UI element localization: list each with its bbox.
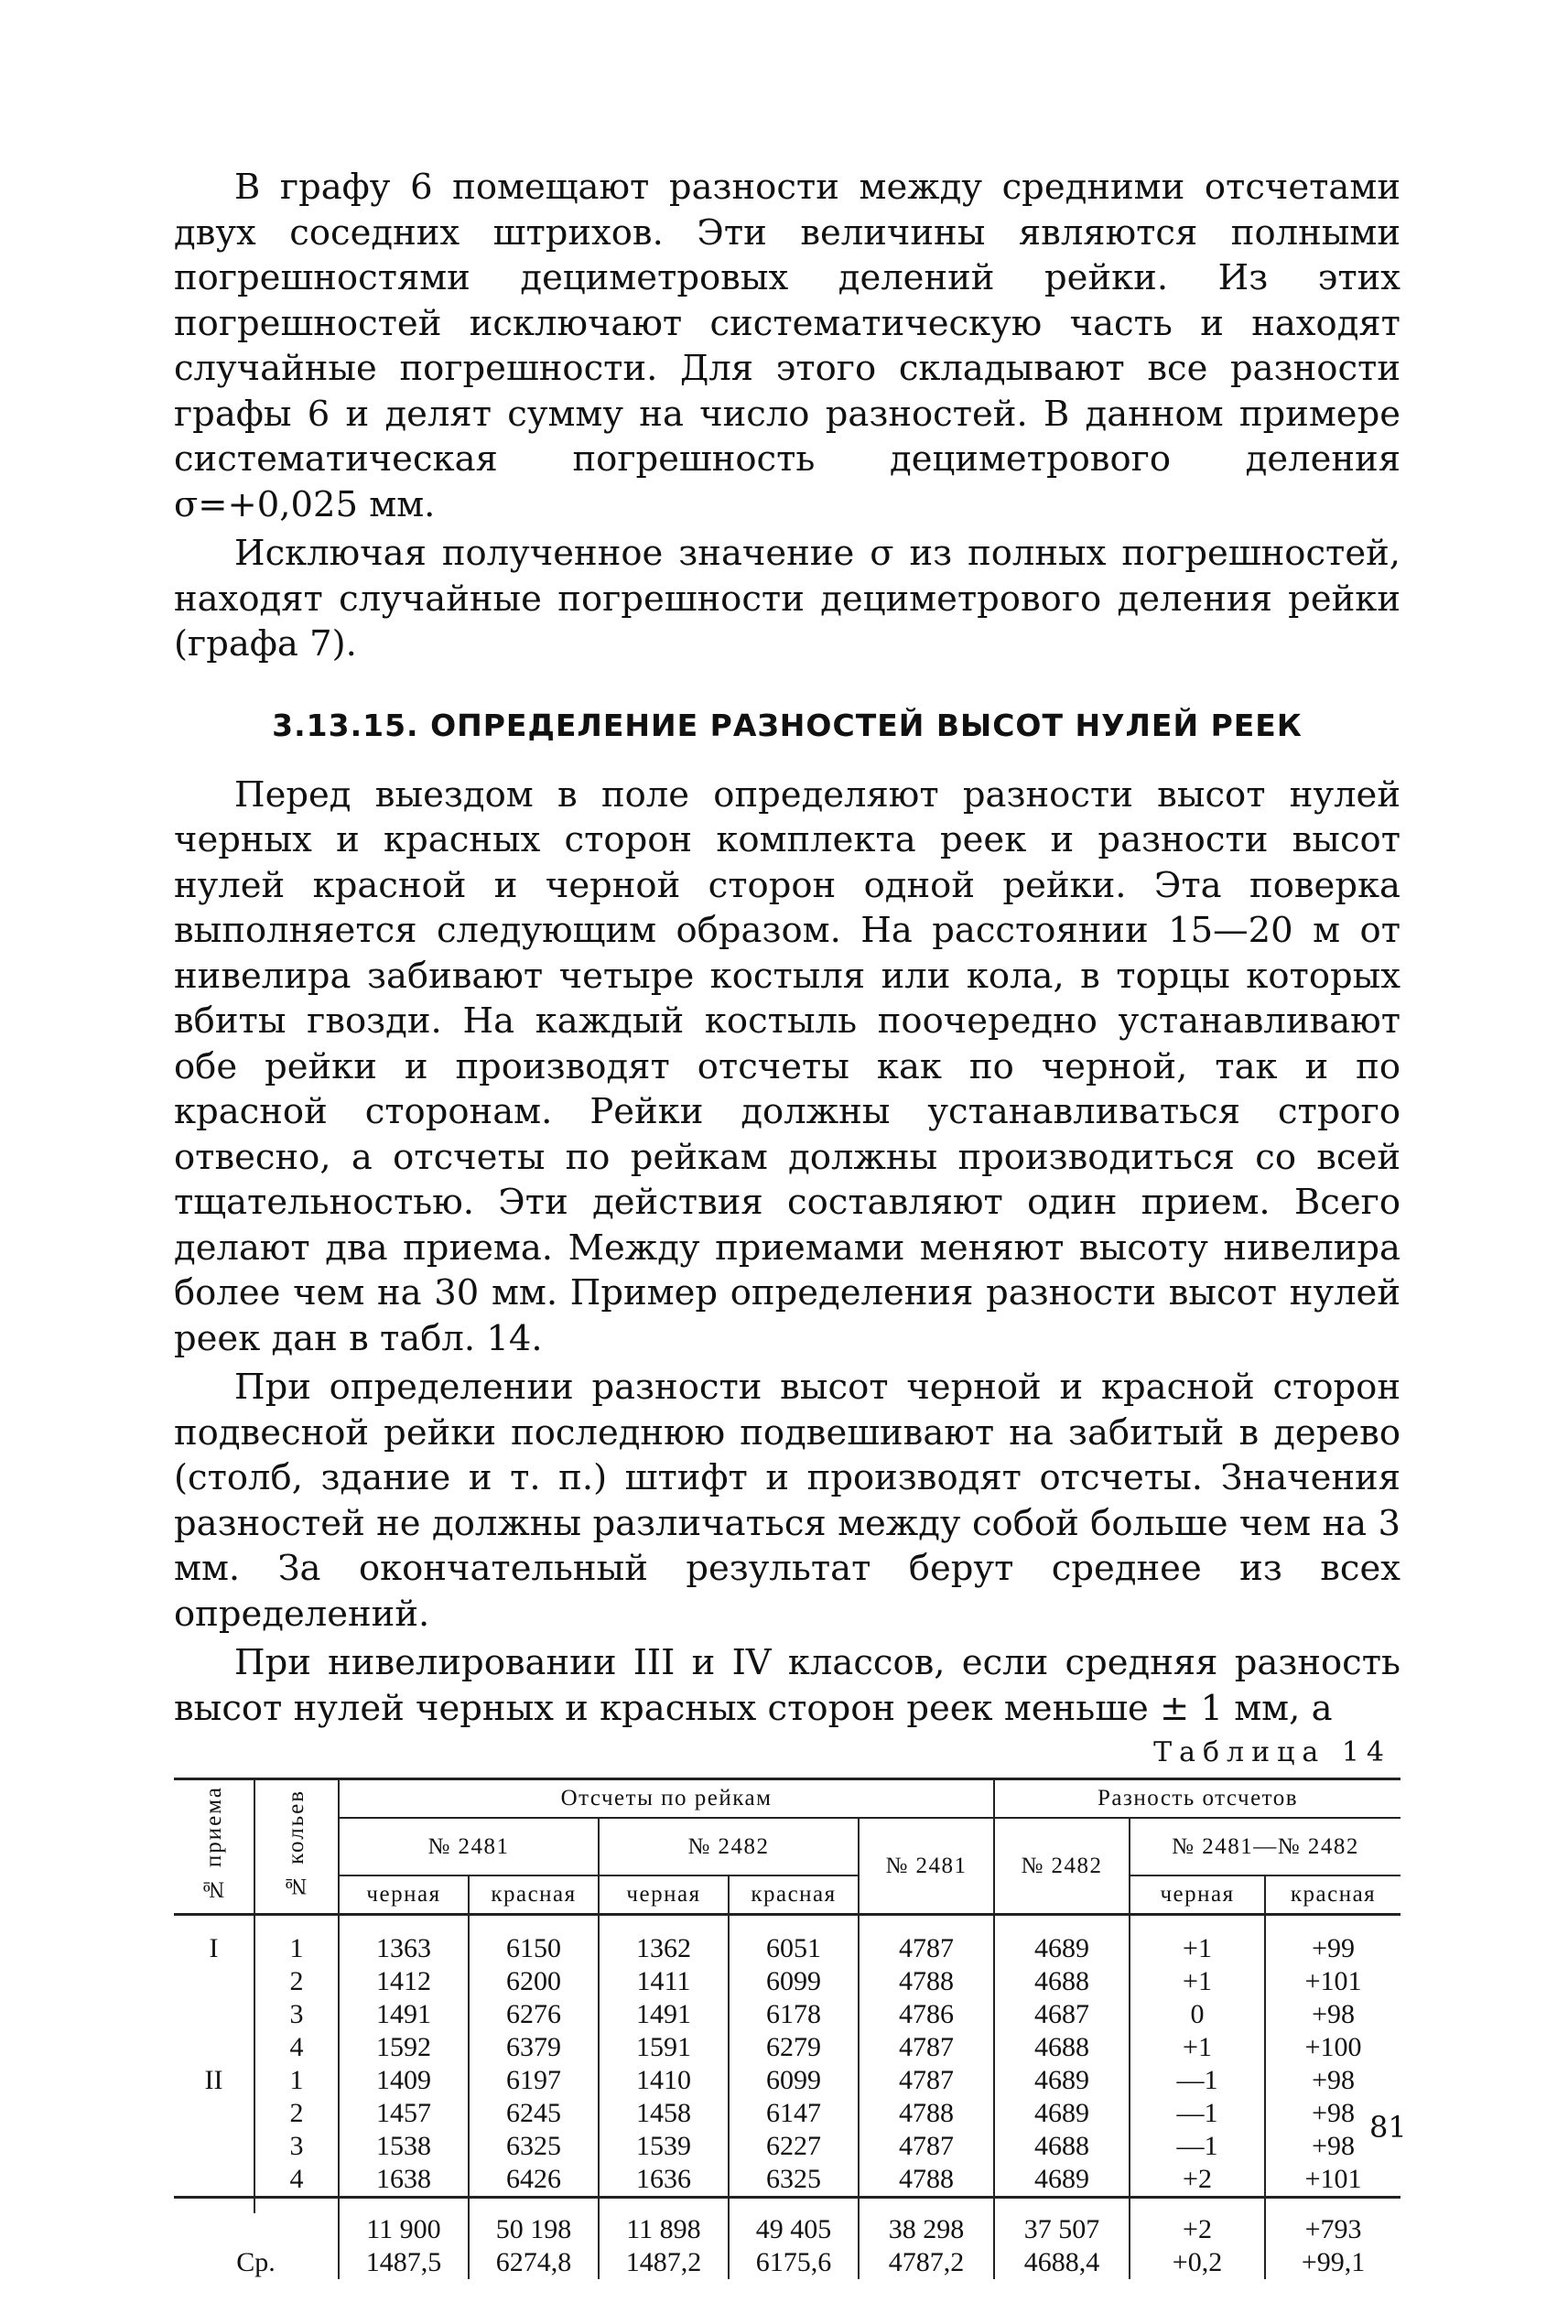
value-cell: +98 [1265,2130,1400,2163]
header-black: черная [599,1875,729,1915]
sum-cell: 11 900 [339,2213,469,2246]
header-2481: № 2481 [339,1818,599,1875]
value-cell: —1 [1130,2064,1265,2097]
value-cell: 4687 [994,1998,1130,2031]
value-cell: 6325 [469,2130,599,2163]
priem-cell [174,2130,254,2163]
mean-cell: 1487,2 [599,2246,729,2279]
mean-cell: +99,1 [1265,2246,1400,2279]
mean-row [174,2246,1400,2279]
sum-cell: 11 898 [599,2213,729,2246]
page-body [174,165,1400,2279]
value-cell: +99 [1265,1932,1400,1965]
value-cell: 6147 [729,2097,859,2130]
kol-cell: 3 [254,1998,339,2031]
value-cell: 6150 [469,1932,599,1965]
table-row [174,2097,1400,2130]
value-cell: 6245 [469,2097,599,2130]
value-cell: 1638 [339,2163,469,2198]
readings-table [174,1778,1400,2279]
priem-cell [174,1998,254,2031]
value-cell: 6051 [729,1932,859,1965]
table-row [174,1932,1400,1965]
mean-cell: 4787,2 [859,2246,994,2279]
value-cell: 4787 [859,2064,994,2097]
value-cell: 1538 [339,2130,469,2163]
paragraph-3: Перед выездом в поле определяют разности высот нулей черных и красных сторон комплекта реек и разности высот нулей красной и черной сторон одной рейки. Эта поверка выполняется следующим образом. На расстоянии 15—20 м от нивелира забивают четыре костыля или кола, в торцы которых вбиты гвозди. На каждый костыль поочередно устанавливают обе рейки и производят отсчеты как по черной, так и по красной сторонам. Рейки должны устанавливаться строго отвесно, а отсчеты по рейкам должны производиться со всей тщательностью. Эти действия составляют один прием. Всего делают два приема. Между приемами меняют высоту нивелира более чем на 30 мм. Пример определения разности высот нулей реек дан в табл. 14. [174,773,1400,1359]
value-cell: 1592 [339,2031,469,2064]
value-cell: 4788 [859,2163,994,2198]
value-cell: 1458 [599,2097,729,2130]
value-cell: 4787 [859,2031,994,2064]
value-cell: 0 [1130,1998,1265,2031]
value-cell: 4689 [994,2097,1130,2130]
value-cell: +1 [1130,1965,1265,1998]
value-cell: 6426 [469,2163,599,2198]
header-2481-red-black: № 2481 [859,1818,994,1915]
value-cell: 1591 [599,2031,729,2064]
value-cell: 4786 [859,1998,994,2031]
value-cell: +101 [1265,2163,1400,2198]
value-cell: 4688 [994,2130,1130,2163]
value-cell: 6178 [729,1998,859,2031]
paragraph-2: Исключая полученное значение σ из полных погрешностей, находят случайные погрешности дециметрового деления рейки (графа 7). [174,533,1400,665]
priem-cell [174,2031,254,2064]
sum-kol-cell [254,2213,339,2246]
mean-cell: 6175,6 [729,2246,859,2279]
kol-cell: 3 [254,2130,339,2163]
value-cell: 1363 [339,1932,469,1965]
value-cell: 4688 [994,2031,1130,2064]
table-row [174,2064,1400,2097]
mean-cell: 6274,8 [469,2246,599,2279]
value-cell: 1412 [339,1965,469,1998]
value-cell: 6099 [729,1965,859,1998]
mean-cell: 1487,5 [339,2246,469,2279]
value-cell: 4787 [859,2130,994,2163]
paragraph-4: При определении разности высот черной и красной сторон подвесной рейки последнюю подвешивают на забитый в дерево (столб, здание и т. п.) штифт и производят отсчеты. Значения разностей не должны различаться между собой больше чем на 3 мм. За окончательный результат берут среднее из всех определений. [174,1367,1400,1635]
table-body [174,1915,1400,2280]
value-cell: 1409 [339,2064,469,2097]
kol-cell: 1 [254,1932,339,1965]
priem-cell [174,1965,254,1998]
value-cell: 6276 [469,1998,599,2031]
sum-cell: +2 [1130,2213,1265,2246]
mean-cell: 4688,4 [994,2246,1130,2279]
paragraph-1: В графу 6 помещают разности между средними отсчетами двух соседних штрихов. Эти величины являются полными погрешностями дециметровых делений рейки. Из этих погрешностей исключают систематическую часть и находят случайные погрешности. Для этого складывают все разности графы 6 и делят сумму на число разностей. В данном примере систематическая погрешность дециметрового деления σ=+0,025 мм. [174,167,1400,525]
value-cell: +1 [1130,1932,1265,1965]
page-number: 81 [1369,2110,1407,2145]
value-cell: 6325 [729,2163,859,2198]
value-cell: 6099 [729,2064,859,2097]
header-2481-2482: № 2481—№ 2482 [1130,1818,1400,1875]
header-kolev: № кольев [254,1779,339,1915]
header-red: красная [729,1875,859,1915]
mean-label-cell: Ср. [236,2247,276,2278]
value-cell: +98 [1265,1998,1400,2031]
sum-row [174,2213,1400,2246]
value-cell: 1636 [599,2163,729,2198]
priem-cell [174,2163,254,2198]
header-raznost: Разность отсчетов [994,1779,1400,1819]
section-heading: 3.13.15. ОПРЕДЕЛЕНИЕ РАЗНОСТЕЙ ВЫСОТ НУЛЕЙ РЕЕК [272,707,1303,743]
header-2482-red-black: № 2482 [994,1818,1130,1915]
value-cell: +2 [1130,2163,1265,2198]
sum-cell: 37 507 [994,2213,1130,2246]
mean-cell: +0,2 [1130,2246,1265,2279]
value-cell: 1362 [599,1932,729,1965]
kol-cell: 1 [254,2064,339,2097]
value-cell: 4787 [859,1932,994,1965]
value-cell: 6379 [469,2031,599,2064]
value-cell: 1410 [599,2064,729,2097]
paragraph-5: При нивелировании III и IV классов, если средняя разность высот нулей черных и красных сторон реек меньше ± 1 мм, а [174,1642,1400,1729]
value-cell: 1539 [599,2130,729,2163]
table-caption: Таблица 14 [1153,1736,1391,1768]
value-cell: +100 [1265,2031,1400,2064]
sum-cell: 49 405 [729,2213,859,2246]
sum-cell: +793 [1265,2213,1400,2246]
value-cell: 1457 [339,2097,469,2130]
header-black: черная [1130,1875,1265,1915]
value-cell: —1 [1130,2097,1265,2130]
kol-cell: 2 [254,2097,339,2130]
kol-cell: 4 [254,2163,339,2198]
value-cell: 4688 [994,1965,1130,1998]
value-cell: +98 [1265,2097,1400,2130]
value-cell: 1491 [339,1998,469,2031]
value-cell: 6227 [729,2130,859,2163]
value-cell: 4689 [994,2064,1130,2097]
priem-cell: I [209,1933,219,1964]
priem-cell [174,2097,254,2130]
value-cell: +1 [1130,2031,1265,2064]
table-row [174,2130,1400,2163]
kol-cell: 2 [254,1965,339,1998]
sum-cell: 38 298 [859,2213,994,2246]
value-cell: 1491 [599,1998,729,2031]
header-otschety: Отсчеты по рейкам [339,1779,994,1819]
header-black: черная [339,1875,469,1915]
sum-label-cell [174,2213,254,2246]
value-cell: 6200 [469,1965,599,1998]
table-row [174,2031,1400,2064]
table-row [174,1998,1400,2031]
value-cell: +101 [1265,1965,1400,1998]
header-red: красная [1265,1875,1400,1915]
value-cell: —1 [1130,2130,1265,2163]
table-row [174,1965,1400,1998]
header-2482: № 2482 [599,1818,859,1875]
value-cell: 6197 [469,2064,599,2097]
table-row [174,2163,1400,2198]
value-cell: 4689 [994,2163,1130,2198]
value-cell: 1411 [599,1965,729,1998]
value-cell: +98 [1265,2064,1400,2097]
value-cell: 4788 [859,1965,994,1998]
header-priem: № приема [174,1779,254,1915]
value-cell: 4788 [859,2097,994,2130]
header-red: красная [469,1875,599,1915]
sum-cell: 50 198 [469,2213,599,2246]
value-cell: 4689 [994,1932,1130,1965]
value-cell: 6279 [729,2031,859,2064]
priem-cell: II [204,2065,223,2096]
kol-cell: 4 [254,2031,339,2064]
